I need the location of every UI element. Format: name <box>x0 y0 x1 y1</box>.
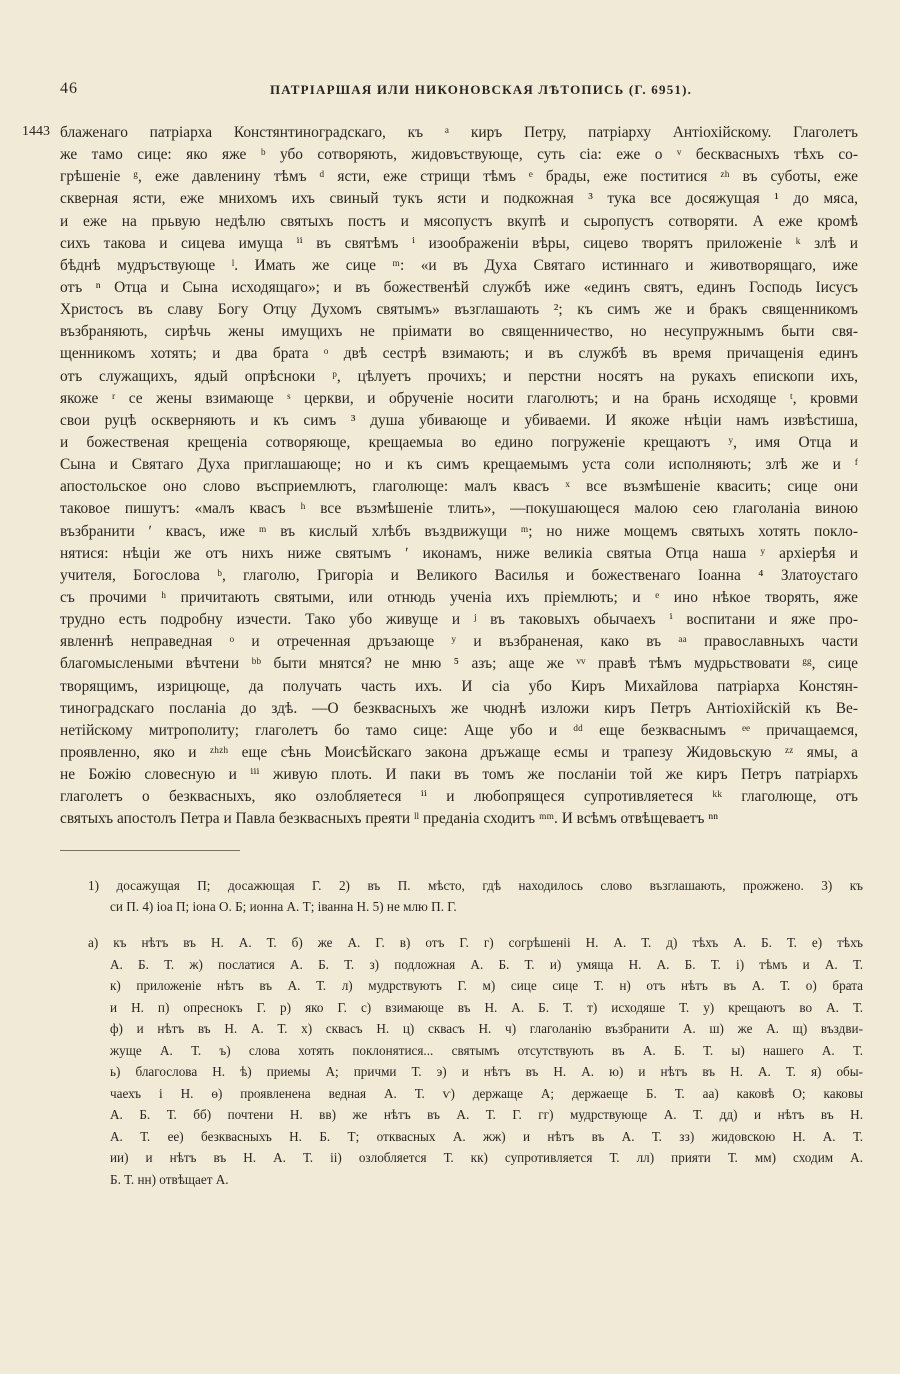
text-line: учителя, Богослова ᵇ, глаголю, Григоріа и Великого Василья и божественаго Іоанна ⁴ Златоустаго <box>60 566 858 584</box>
text-line: възбранити ʹ квасъ, иже ᵐ въ кислый хлѣбъ въздвижущи ᵐ; но ниже мощемъ святыхъ хотять покло- <box>60 522 858 540</box>
text-line: Сына и Святаго Духа приглашающе; но и къ симъ крещаемымъ уста соли исполняють; злѣ же и ᶠ <box>60 456 858 474</box>
text-line: свои руцѣ оскверняють и къ симъ ³ душа убивающе и убиваеми. И якоже нѣціи намъ извѣстиша, <box>60 411 858 429</box>
text-line: таковое пишутъ: «малъ квасъ ʰ все възмѣшеніе тлить», —покушающеся малою сею глаголаніа виною <box>60 500 858 518</box>
variant-readings <box>88 932 863 1190</box>
variant-line: ь) благослова Н. ѣ) приемы А; причми Т. э) и нѣтъ въ Н. А. ю) и нѣтъ въ Н. А. Т. я) обы- <box>110 1064 863 1079</box>
text-line: не Божію словесную и ⁱⁱⁱ живую плоть. И паки въ томъ же посланіи той же киръ Петръ патріархъ <box>60 766 858 784</box>
text-line: грѣшеніе ᵍ, еже давленину тѣмъ ᵈ ясти, еже стрищи тѣмъ ᵉ брады, еже поститися ᶻʰ въ суботы, еже <box>60 168 858 186</box>
text-line: якоже ʳ се жены взимающе ˢ церкви, и обрученіе носити глаголютъ; и на брань исходяще ᵗ, кровми <box>60 389 858 407</box>
variant-line: А. Б. Т. ж) послатися А. Б. Т. з) подложная А. Б. Т. и) умяща Н. А. Б. Т. і) тѣмъ и А. Т. <box>110 956 863 972</box>
text-line: и божественая крещеніа сотворяюще, крещаемыа во едино погруженіе крещаютъ ʸ, имя Отца и <box>60 433 858 451</box>
text-line: тиноградскаго посланіа до здѣ. —О безквасныхъ же чюднѣ изложи киръ Петръ Антіохійскій къ Ве- <box>60 699 858 717</box>
text-line: скверная ясти, еже мнихомъ ихъ свиный тукъ ясти и подкожная ³ тука все досяжущая ¹ до мяса, <box>60 190 858 208</box>
text-line: же тамо сице: яко яже ᵇ убо сотворяють, жидовъствующе, суть сіа: еже о ᵛ бесквасныхъ тѣхъ со- <box>60 146 858 164</box>
variant-line: к) приложеніе нѣтъ въ А. Т. л) мудрствуютъ Г. м) сице сице Т. н) отъ нѣтъ въ А. Т. о) брата <box>110 978 863 993</box>
running-title: ПАТРІАРШАЯ ИЛИ НИКОНОВСКАЯ ЛѢТОПИСЬ (Г. 6951). <box>270 82 693 97</box>
text-line: нетійскому митрополиту; глаголетъ бо тамо сице: Аще убо и ᵈᵈ еще безкваснымъ ᵉᵉ причащаемся, <box>60 721 858 739</box>
page-number: 46 <box>60 80 78 97</box>
variant-line: чаехъ і Н. ѳ) проявленена ведная А. Т. ѵ) держаще А; держаеще Б. Т. аа) каковѣ О; каковы <box>110 1085 863 1101</box>
variant-line: ф) и нѣтъ въ Н. А. Т. х) сквасъ Н. ц) сквасъ Н. ч) глаголанію възбранити А. ш) же А. щ) въздви- <box>110 1021 863 1036</box>
text-line: сихъ такова и сицева имуща ⁱⁱ въ святѣмъ ⁱ изоображеніи вѣры, сицево творятъ приложеніе ᵏ злѣ и <box>60 234 858 252</box>
text-line: трудно есть подробну изчести. Тако убо живуще и ʲ въ таковыхъ обычаехъ ⁱ воспитани и яже про- <box>60 611 858 629</box>
variant-line: А. Б. Т. бб) почтени Н. вв) же нѣтъ въ А. Т. Г. гг) мудрствующе А. Т. дд) и нѣтъ въ Н. <box>110 1107 863 1122</box>
text-line: явленнѣ неправедная ᵒ и отреченная дръзающе ʸ и възбраненая, како въ ᵃᵃ православныхъ части <box>60 633 858 651</box>
text-line: и еже на прьвую недѣлю святыхъ постъ и мясопустъ вкупѣ и сыропустъ сотворяти. А еже кромѣ <box>60 212 858 230</box>
text-line: възбраняють, сирѣчь жены имущихъ не пріимати во священничество, но несупружнымъ быти свя- <box>60 323 858 341</box>
text-line: творящимъ, изрицюще, да получать часть ихъ. И сіа убо Киръ Михайлова патріарха Констян- <box>60 677 858 695</box>
text-line: нятися: нѣціи же отъ нихъ ниже святымъ ʹ иконамъ, ниже великіа святыа Отца наша ʸ архіерѣя и <box>60 544 858 562</box>
variant-line: жуще А. Т. ъ) слова хотять поклонятися... святымъ отсутствують въ А. Б. Т. ы) нашего А. Т. <box>110 1042 863 1058</box>
numbered-footnotes <box>88 875 863 917</box>
footnote-divider <box>60 850 240 851</box>
text-line: апостольское оно слово въсприемлютъ, глаголюще: малъ квасъ ˣ все възмѣшеніе квасить; сице они <box>60 478 858 496</box>
text-line: святыхъ апостолъ Петра и Павла безквасныхъ преяти ˡˡ преданіа сходитъ ᵐᵐ. И всѣмъ отвѣщеваетъ ⁿⁿ <box>60 810 719 828</box>
text-line: съ прочими ʰ причитають святыми, или отнюдь ученіа ихъ пріемлють; и ᵉ ино нѣкое творять, яже <box>60 588 858 606</box>
text-line: бѣднѣ мудръствующе ˡ. Имать же сице ᵐ: «и въ Духа Святаго истиннаго и животворящаго, иже <box>60 256 858 274</box>
variant-line: ии) и нѣтъ въ Н. А. Т. іі) озлобляется Т. кк) супротивляется Т. лл) прияти Т. мм) сходим А. <box>110 1150 863 1165</box>
text-line: Христосъ въ славу Богу Отцу Духомъ святымъ» възглашають ²; къ симъ же и бракъ священникомъ <box>60 301 858 319</box>
variant-line: а) къ нѣтъ въ Н. А. Т. б) же А. Г. в) отъ Г. г) согрѣшеніі Н. А. Т. д) тѣхъ А. Б. Т. е) тѣхъ <box>88 935 863 950</box>
page-header <box>60 80 860 104</box>
variant-line: Б. Т. нн) отвѣщает А. <box>110 1171 229 1187</box>
text-line: благомыслеными вѣчтени ᵇᵇ быти мнятся? не мню ⁵ азъ; аще же ᵛᵛ правѣ тѣмъ мудрьствовати ᵍᵍ, сице <box>60 655 858 673</box>
variant-line: А. Т. ее) безквасныхъ Н. Б. Т; отквасных А. жж) и нѣтъ въ А. Т. зз) жидовскою Н. А. Т. <box>110 1128 863 1144</box>
footnote-line: 1) досажущая П; досажющая Г. 2) въ П. мѣсто, гдѣ находилось слово възглашають, прожжено. 3) къ <box>88 878 863 893</box>
text-line: глаголетъ о безквасныхъ, яко озлобляетеся ⁱⁱ и любопрящеся супротивляетеся ᵏᵏ глаголюще, отъ <box>60 788 858 806</box>
main-text <box>60 122 858 831</box>
margin-year: 1443 <box>22 124 50 139</box>
text-line: блаженаго патріарха Констянтинoградскаго, къ ᵃ киръ Петру, патріарху Антіохійскому. Глаголетъ <box>60 124 858 141</box>
text-line: проявленно, яко и ᶻʰᶻʰ еще сѣнь Моисѣйскаго закона дръжаще есмы и трапезу Жидовьскую ᶻᶻ ямы, а <box>60 743 858 761</box>
text-line: отъ ⁿ Отца и Сына исходящаго»; и въ божественѣй службѣ иже «единъ святъ, единъ Господь Іисусъ <box>60 278 858 296</box>
footnote-line: си П. 4) іоа П; іона О. Б; ионна А. Т; іванна Н. 5) не млю П. Г. <box>110 899 457 914</box>
text-line: отъ служащихъ, ядый опрѣсноки ᵖ, цѣлуетъ прочихъ; и перстни носятъ на рукахъ епископи ихъ, <box>60 367 858 385</box>
text-line: щенникомъ хотять; и два брата ᵒ двѣ сестрѣ взимають; и въ службѣ въ время причащенія единъ <box>60 345 858 363</box>
variant-line: и Н. п) опреснокъ Г. р) яко Г. с) взимающе въ Н. А. Б. Т. т) исходяше Т. у) крещаютъ во А. Т. <box>110 999 863 1015</box>
